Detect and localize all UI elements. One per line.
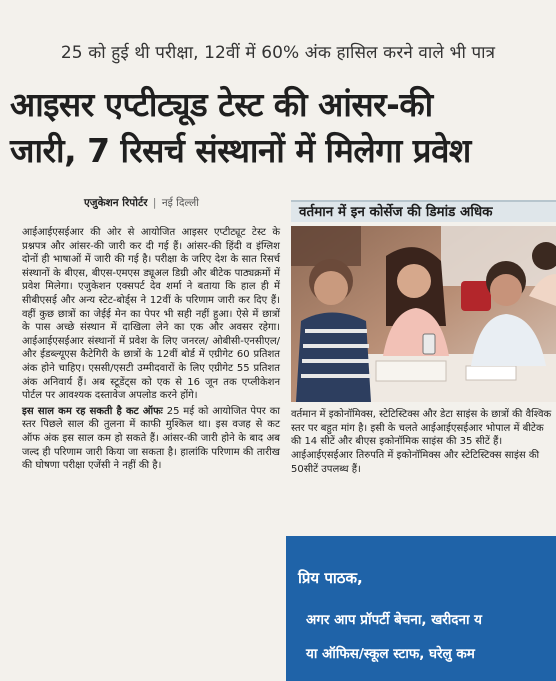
kicker-line: 25 को हुई थी परीक्षा, 12वीं में 60% अंक हासिल करने वाले भी पात्र (60, 43, 496, 63)
students-photo (291, 226, 556, 402)
ad-line-1: अगर आप प्रॉपर्टी बेचना, खरीदना य (306, 612, 482, 628)
byline (84, 196, 199, 210)
byline-separator: | (152, 197, 157, 209)
article-subhead: इस साल कम रह सकती है कट ऑफः (22, 405, 163, 417)
headline-line-1: आइसर एप्टीट्यूड टेस्ट की आंसर-की (10, 85, 433, 124)
ad-greeting: प्रिय पाठक, (298, 569, 363, 587)
byline-place: नई दिल्ली (161, 197, 200, 209)
headline-line-2: जारी, 7 रिसर्च संस्थानों में मिलेगा प्रवेश (10, 131, 471, 170)
sidebar-text: वर्तमान में इकोनॉमिक्स, स्टेटिस्टिक्स और डेटा साइंस के छात्रों की वैश्विक स्तर पर बहुत मांग है। इसी के चलते आईआईएसईआर भोपाल में बीटेक की 14 सीटें और बीएस इकोनॉमिक साइंस की 35 सीटें हैं। आईआईएसईआर तिरुपति में इकोनॉमिक्स और स्टेटिस्टिक्स साइंस की 50सीटें उपलब्ध हैं। (291, 409, 552, 475)
sidebar-title: वर्तमान में इन कोर्सेज की डिमांड अधिक (291, 200, 556, 222)
byline-author: एजुकेशन रिपोर्टर (84, 197, 148, 209)
article-paragraph-2 (22, 405, 280, 473)
headline (10, 82, 550, 174)
article-paragraph-2-text: 25 मई को आयोजित पेपर का स्तर पिछले साल की तुलना में काफी मुश्किल था। इस वजह से कट ऑफ अंक इस साल कम हो सकते हैं। आंसर-की जारी होने के बाद अब जल्द ही परिणाम जारी किया जा सकता है। हालांकि परिणाम की तारीख की घोषणा परीक्षा एजेंसी ने नहीं की है। (22, 405, 280, 472)
ad-line-2: या ऑफिस/स्कूल स्टाफ, घरेलु कम (306, 646, 475, 662)
article-body (22, 226, 280, 473)
students-photo-illustration (291, 226, 556, 402)
article-paragraph-1: आईआईएसईआर की ओर से आयोजित आइसर एप्टीट्यूट टेस्ट के प्रश्नपत्र और आंसर-की जारी कर दी गई हैं। आंसर-की हिंदी व इंग्लिश दोनों ही भाषाओं में जारी की गई है। परीक्षा के जरिए देश के सात रिसर्च संस्थानों के बीएस, बीएस-एमएस ड्यूअल डिग्री और बीटेक पाठ्यक्रमों में प्रवेश मिलेगा। एजुकेशन एक्सपर्ट देव शर्मा ने बताया कि हाल ही में सीबीएसई और अन्य स्टेट-बोर्ड्स ने 12वीं के परिणाम जारी कर दिए हैं। वहीं कुछ छात्रों का जेईई मेन का पेपर भी सही नहीं हुआ। ऐसे में छात्रों के पास अच्छे संस्थान में दाखिला लेने का एक और अवसर रहेगा। आईआईएसईआर संस्थानों में प्रवेश के लिए जनरल/ ओबीसी-एनसीएल/ और ईडब्ल्यूएस कैटेगिरी के छात्रों के 12वीं बोर्ड में एग्रीगेट 60 प्रतिशत अंक होने चाहिए। एससी/एसटी उम्मीदवारों के लिए एग्रीगेट 55 प्रतिशत अंक अनिवार्य हैं। अब स्टूडेंट्स को एक से 16 जून तक एप्लीकेशन पोर्टल पर आवश्यक दस्तावेज अपलोड करने होंगे। (22, 227, 280, 402)
reader-notice-ad (286, 536, 556, 681)
